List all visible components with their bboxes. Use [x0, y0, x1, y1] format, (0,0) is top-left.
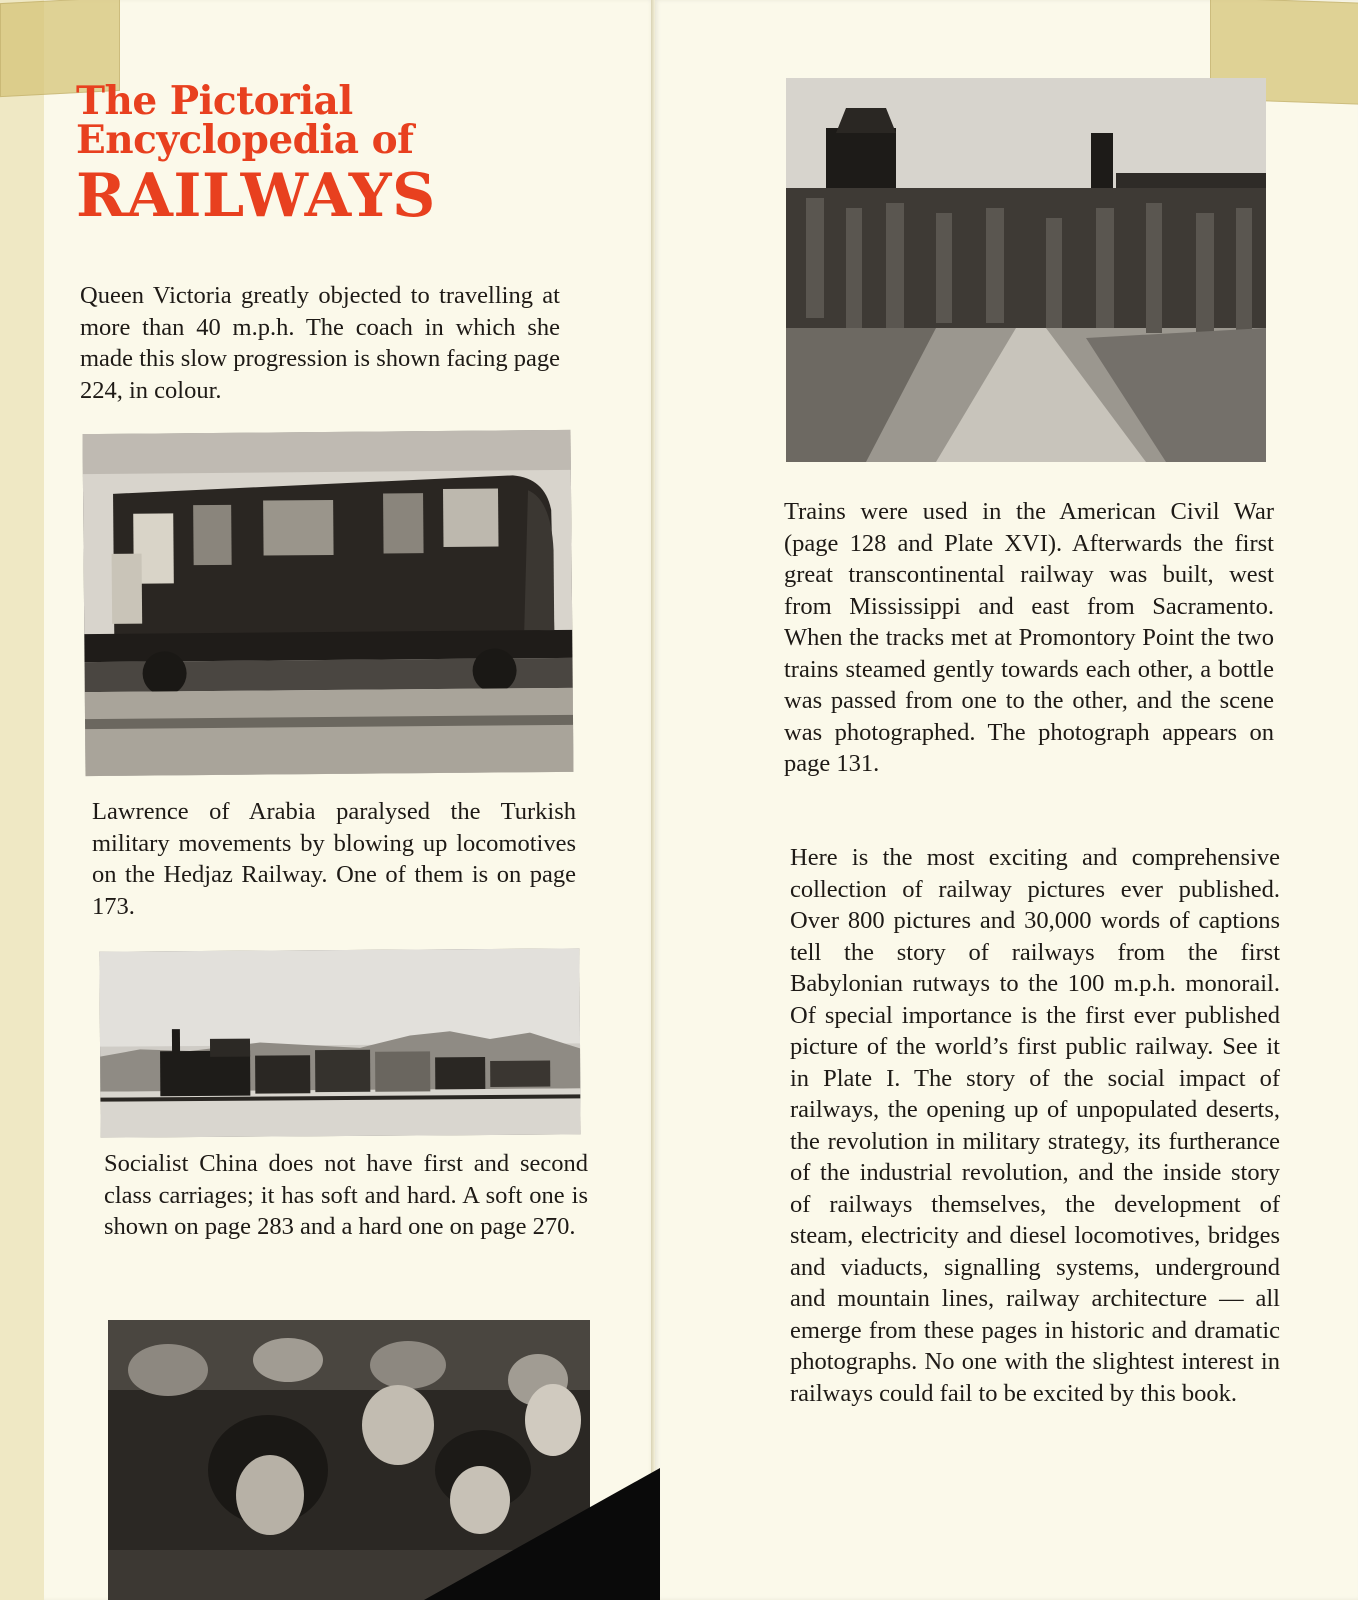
photo-golden-spike-ceremony [786, 78, 1266, 462]
title-line-2: Encyclopedia of [76, 117, 414, 163]
paragraph-lawrence: Lawrence of Arabia paralysed the Turkish military movements by blowing up locomotives on the Hedjaz Railway. One of them is on page 173. [92, 798, 576, 920]
title-line-1: The Pictorial [76, 78, 353, 124]
black-corner-triangle [424, 1468, 660, 1600]
paragraph-china: Socialist China does not have first and second class carriages; it has soft and hard. A soft one is shown on page 283 and a hard one on page 270. [104, 1150, 588, 1240]
title-line-3: RAILWAYS [76, 161, 436, 231]
photo-desert-train [99, 948, 580, 1137]
paragraph-victoria: Queen Victoria greatly objected to travelling at more than 40 m.p.h. The coach in which she made this slow progression is shown facing page 224, in colour. [80, 282, 560, 404]
fold-line [651, 0, 655, 1600]
paragraph-collection-description: Here is the most exciting and comprehensive collection of railway pictures ever published. Over 800 pictures and 30,000 words of captions tell the story of railways from the first Babylonian rutways to the 100 m.p.h. monorail. Of special importance is the first ever published picture of the world’s first public railway. See it in Plate I. The story of the social impact of railways, the opening up of unpopulated deserts, the revolution in military strategy, its furtherance of the industrial revolution, and the inside story of railways themselves, the development of steam, electricity and diesel locomotives, bridges and viaducts, signalling systems, underground and mountain lines, railway architecture — all emerge from these pages in historic and dramatic photographs. No one with the slightest interest in railways could fail to be excited by this book. [790, 844, 1280, 1407]
paragraph-civil-war: Trains were used in the American Civil War (page 128 and Plate XVI). Afterwards the first great transcontinental railway was built, west from Mississippi and east from Sacramento. When the tracks met at Promontory Point the two trains steamed gently towards each other, a bottle was passed from one to the other, and the scene was photographed. The photograph appears on page 131. [784, 498, 1274, 777]
photo-royal-coach [83, 430, 574, 776]
book-title [76, 78, 436, 231]
